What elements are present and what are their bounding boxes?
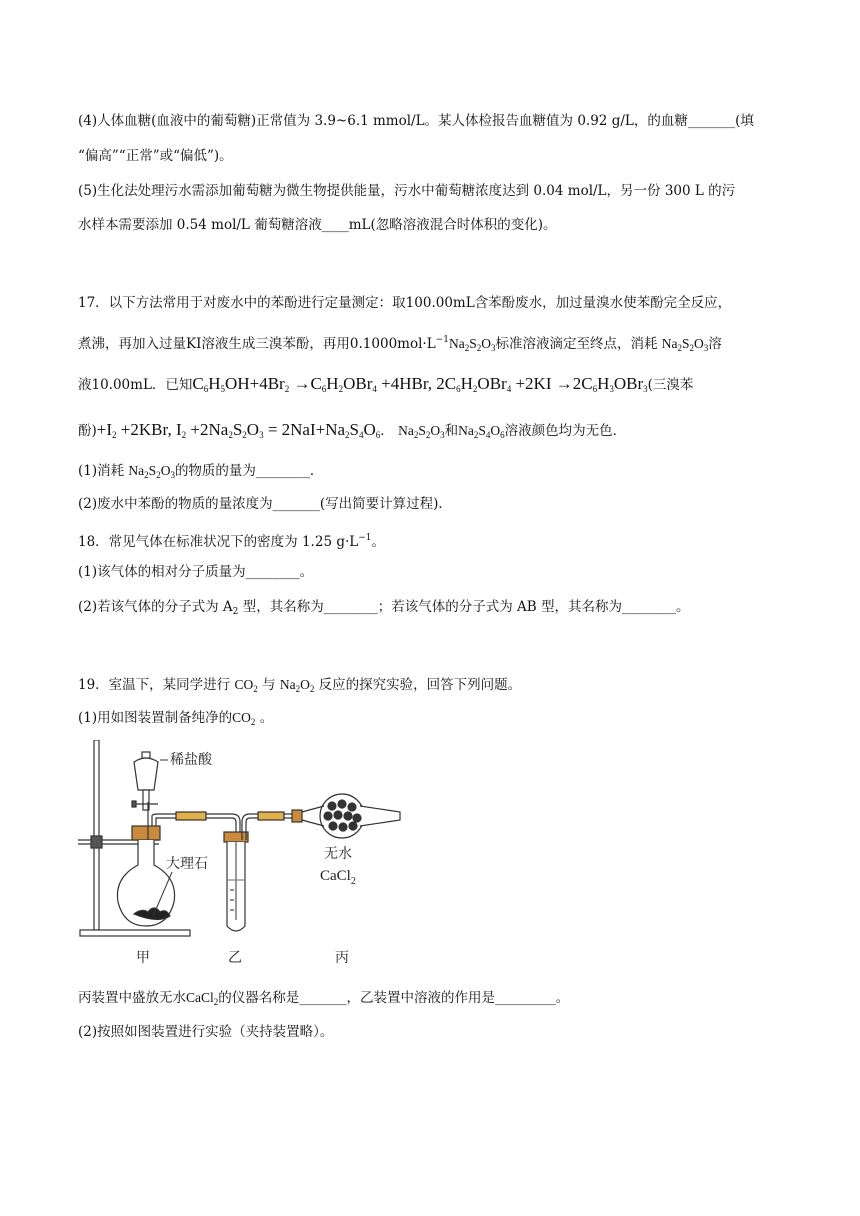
label-bing: 丙: [335, 950, 349, 966]
q19-question1-sub: 丙装置中盛放无水CaCl$_2$的仪器名称是_______，乙装置中溶液的作用是_________。: [78, 990, 570, 1007]
q17-question1: (1)消耗 $Na_2S_2O_3$的物质的量为________．: [78, 463, 324, 480]
q16-part4-line1: (4)人体血糖(血液中的葡萄糖)正常值为 3.9~6.1 mmol/L。某人体检报告血糖值为 0.92 g/L，的血糖_______(填: [78, 113, 754, 129]
q19-stem: 19．室温下，某同学进行 $CO_2$ 与 $Na_2O_2$ 反应的探究实验，回答下列问题。: [78, 677, 522, 694]
q19-question2: (2)按照如图装置进行实验（夹持装置略）。: [78, 1024, 334, 1040]
label-jia: 甲: [136, 950, 150, 966]
separatory-funnel: [132, 752, 158, 810]
q17-stem-line2: 煮沸，再加入过量KI溶液生成三溴苯酚，再用$0.1000mol\cdot L^{-1}Na_2S_2O_3$标准溶液滴定至终点，消耗 $Na_2S_2O_3$溶: [78, 335, 722, 353]
q17-stem-line3: 液10.00mL．已知$C_6H_5OH+4Br_2 \to C_6H_2OBr_4 +4HBr$, $2C_6H_2OBr_4 +2KI \to 2C_6H_3OBr_3$(三溴苯: [78, 374, 694, 394]
label-anhydrous: 无水: [324, 846, 352, 862]
drying-tube: [302, 794, 400, 838]
equation-thiosulfate: $+I_2 +2KBr$, $I_2 +2Na_2S_2O_3 = 2NaI+Na_2S_4O_6$: [96, 420, 381, 440]
equation-bromination: $C_6H_5OH+4Br_2 \to C_6H_2OBr_4 +4HBr$, $2C_6H_2OBr_4 +2KI \to 2C_6H_3OBr_3$: [192, 374, 648, 394]
q19-question1: (1)用如图装置制备纯净的$CO_2$ 。: [78, 710, 274, 727]
q18-question2: (2)若该气体的分子式为 $A_2$ 型，其名称为________；若该气体的分子式为 AB 型，其名称为________。: [78, 599, 690, 617]
q17-stem-line4: 酚)$+I_2 +2KBr$, $I_2 +2Na_2S_2O_3 = 2NaI+Na_2S_4O_6$． $Na_2S_2O_3$和$Na_2S_4O_6$溶液颜色均为无色．: [78, 420, 627, 440]
label-dilute-hcl: 稀盐酸: [170, 752, 212, 768]
label-yi: 乙: [228, 950, 242, 966]
q16-part4-line2: “偏高”“正常”或“偏低”)。: [78, 148, 233, 164]
q17-stem-line1: 17．以下方法常用于对废水中的苯酚进行定量测定：取100.00mL含苯酚废水，加过量溴水使苯酚完全反应，: [78, 295, 732, 311]
label-marble: 大理石: [166, 856, 208, 872]
co2-apparatus-figure: [74, 740, 414, 972]
delivery-tube-2: [242, 810, 302, 840]
q17-question2: (2)废水中苯酚的物质的量浓度为_______(写出简要计算过程)．: [78, 496, 452, 512]
wash-bottle-tube: [224, 832, 248, 931]
q18-stem: 18．常见气体在标准状况下的密度为 1.25 $g\cdot L^{-1}$。: [78, 533, 385, 550]
q18-question1: (1)该气体的相对分子质量为________。: [78, 564, 314, 580]
q16-part5-line1: (5)生化法处理污水需添加葡萄糖为微生物提供能量，污水中葡萄糖浓度达到 0.04 mol/L，另一份 300 L 的污: [78, 183, 736, 199]
q16-part5-line2: 水样本需要添加 0.54 mol/L 葡萄糖溶液____mL(忽略溶液混合时体积的变化)。: [78, 217, 557, 233]
label-cacl2: CaCl$_2$: [320, 868, 356, 887]
